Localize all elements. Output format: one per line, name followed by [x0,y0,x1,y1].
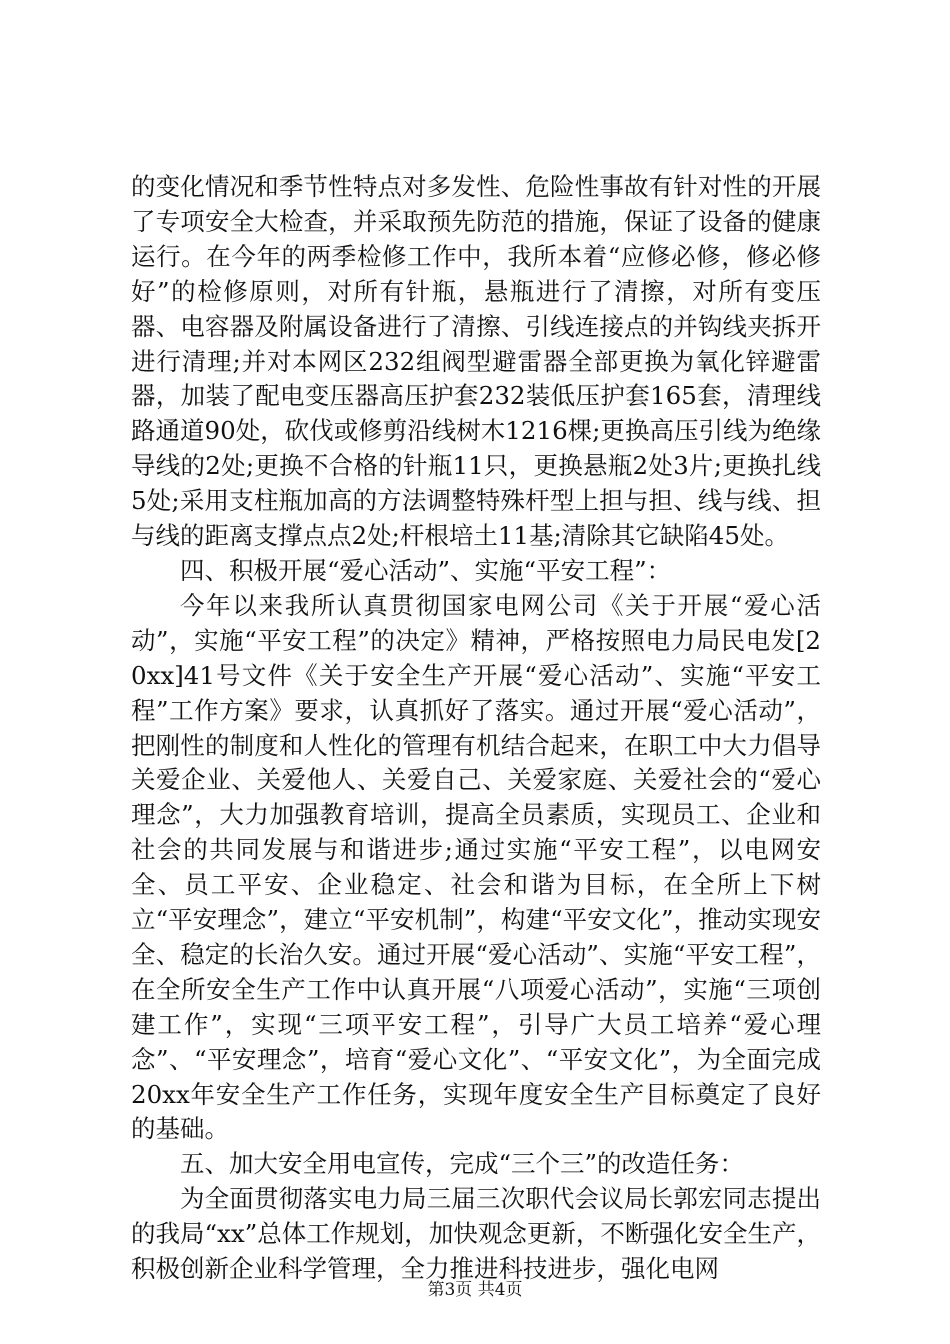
section-heading-love-activity: 四、积极开展“爱心活动”、实施“平安工程”： [180,555,672,585]
section-heading-electricity-safety: 五、加大安全用电宣传，完成“三个三”的改造任务： [180,1149,745,1179]
document-body [131,170,821,1287]
paragraph-maintenance-work: 的变化情况和季节性特点对多发性、危险性事故有针对性的开展了专项安全大检查，并采取预先防范的措施，保证了设备的健康运行。在今年的两季检修工作中，我所本着“应修必修，修必修好”的检修原则，对所有针瓶，悬瓶进行了清擦，对所有变压器、电容器及附属设备进行了清擦、引线连接点的并钩线夹拆开进行清理;并对本网区232组阀型避雷器全部更换为氧化锌避雷器，加装了配电变压器高压护套232装低压护套165套，清理线路通道90处，砍伐或修剪沿线树木1216棵;更换高压引线为绝缘导线的2处;更换不合格的针瓶11只，更换悬瓶2处3片;更换扎线5处;采用支柱瓶加高的方法调整特殊杆型上担与担、线与线、担与线的距离支撑点点2处;杆根培土11基;清除其它缺陷45处。 [131,172,821,551]
paragraph-love-activity: 今年以来我所认真贯彻国家电网公司《关于开展“爱心活动”，实施“平安工程”的决定》精神，严格按照电力局民电发[20xx]41号文件《关于安全生产开展“爱心活动”、实施“平安工程”工作方案》要求，认真抓好了落实。通过开展“爱心活动”，把刚性的制度和人性化的管理有机结合起来，在职工中大力倡导关爱企业、关爱他人、关爱自己、关爱家庭、关爱社会的“爱心理念”，大力加强教育培训，提高全员素质，实现员工、企业和社会的共同发展与和谐进步;通过实施“平安工程”，以电网安全、员工平安、企业稳定、社会和谐为目标，在全所上下树立“平安理念”，建立“平安机制”，构建“平安文化”，推动实现安全、稳定的长治久安。通过开展“爱心活动”、实施“平安工程”，在全所安全生产工作中认真开展“八项爱心活动”，实施“三项创建工作”，实现“三项平安工程”，引导广大员工培养“爱心理念”、“平安理念”，培育“爱心文化”、“平安文化”，为全面完成20xx年安全生产工作任务，实现年度安全生产目标奠定了良好的基础。 [131,590,821,1144]
paragraph-electricity-safety: 为全面贯彻落实电力局三届三次职代会议局长郭宏同志提出的我局“xx”总体工作规划，加快观念更新，不断强化安全生产，积极创新企业科学管理，全力推进科技进步，强化电网 [131,1184,821,1284]
page-number-footer: 第3页 共4页 [427,1280,523,1300]
